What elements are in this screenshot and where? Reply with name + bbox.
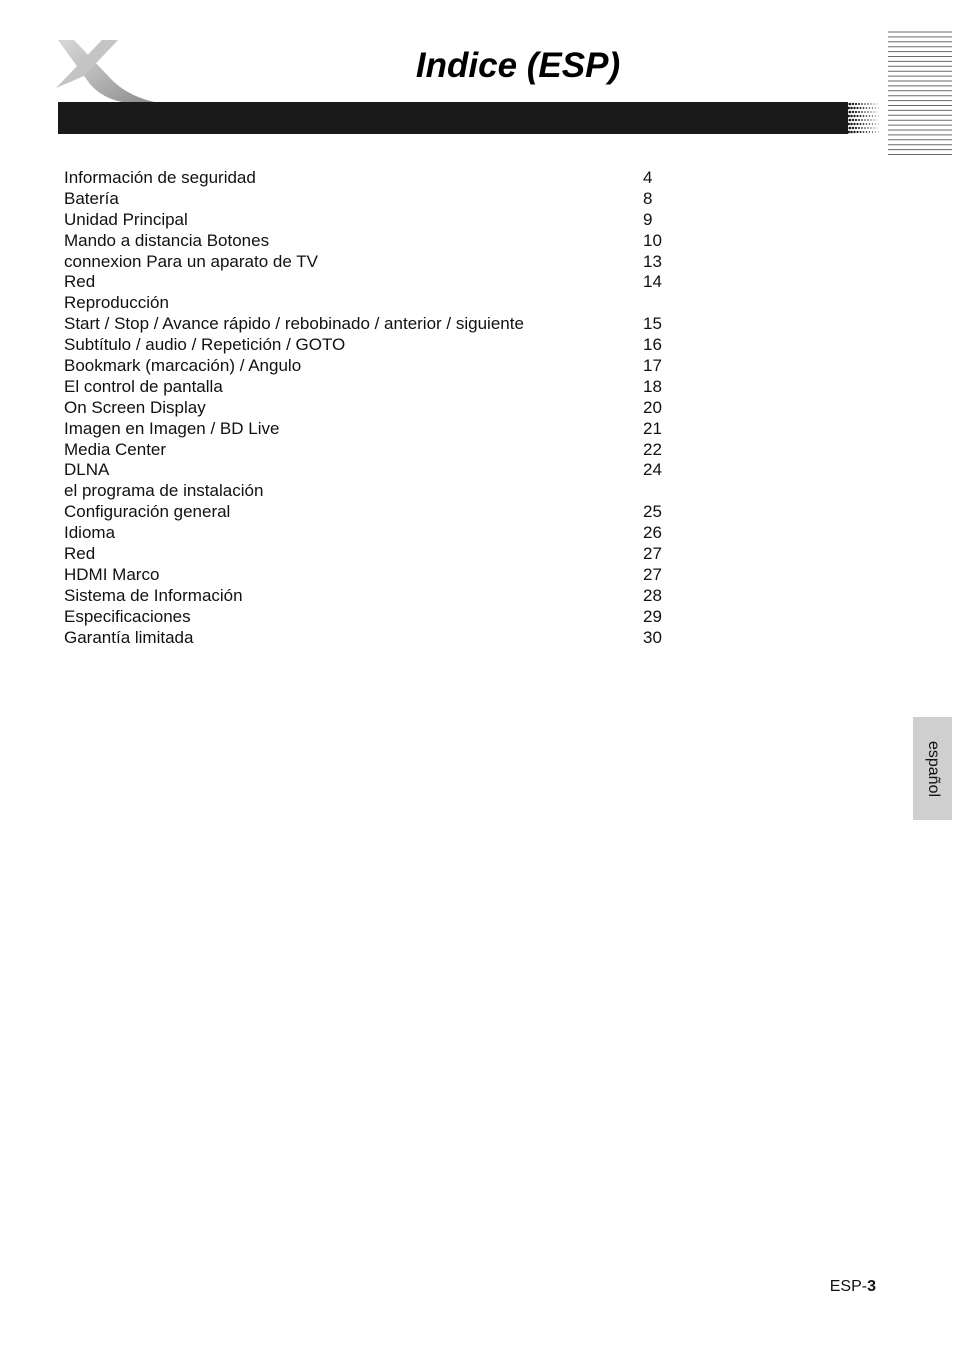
x-logo-icon: [52, 38, 156, 104]
corner-lines-decoration: [888, 30, 952, 160]
toc-entry-page: 10: [643, 230, 662, 250]
toc-entry-page: 25: [643, 502, 662, 522]
toc-entry: [64, 272, 684, 293]
toc-entry: [64, 607, 684, 628]
toc-entry: [64, 210, 684, 231]
toc-entry: [64, 460, 684, 481]
toc-entry-page: 4: [643, 168, 653, 187]
toc-entry-page: 20: [643, 397, 662, 417]
page-footer: [800, 1277, 876, 1297]
language-tab-label: español: [924, 740, 942, 797]
toc-entry: [64, 523, 684, 544]
toc-entry: [64, 502, 684, 523]
toc-entry-title: Reproducción: [64, 293, 169, 313]
toc-entry: [64, 168, 684, 189]
toc-entry-page: 9: [643, 209, 653, 229]
footer-page-number: 3: [867, 1278, 876, 1295]
toc-entry-title: El control de pantalla: [64, 376, 223, 396]
toc-entry-title: Garantía limitada: [64, 627, 194, 647]
toc-entry: [64, 356, 684, 377]
toc-entry-title: el programa de instalación: [64, 481, 264, 501]
toc-entry-title: Subtítulo / audio / Repetición / GOTO: [64, 335, 346, 355]
table-of-contents: [64, 168, 684, 648]
toc-entry-title: connexion Para un aparato de TV: [64, 251, 318, 271]
toc-entry: [64, 293, 684, 314]
toc-entry: [64, 481, 684, 502]
toc-entry: [64, 189, 684, 210]
toc-entry: [64, 252, 684, 273]
toc-entry-title: Red: [64, 544, 96, 564]
toc-entry-page: 15: [643, 314, 662, 334]
toc-entry-page: 29: [643, 606, 662, 626]
toc-entry-title: Unidad Principal: [64, 209, 188, 229]
toc-entry-page: 14: [643, 272, 662, 292]
toc-entry-title: Bookmark (marcación) / Angulo: [64, 356, 302, 376]
toc-entry-page: 24: [643, 460, 662, 480]
toc-entry-title: Mando a distancia Botones: [64, 230, 270, 250]
toc-entry: [64, 544, 684, 565]
toc-entry-title: DLNA: [64, 460, 110, 480]
toc-entry-title: Especificaciones: [64, 606, 191, 626]
toc-entry-page: 13: [643, 251, 662, 271]
toc-entry-title: Red: [64, 272, 96, 292]
toc-entry: [64, 231, 684, 252]
toc-entry-page: 21: [643, 418, 662, 438]
toc-entry-title: Idioma: [64, 523, 116, 543]
language-tab: [913, 717, 952, 820]
toc-entry: [64, 628, 684, 649]
toc-entry-title: Media Center: [64, 439, 167, 459]
toc-entry-title: Información de seguridad: [64, 168, 256, 187]
toc-entry-title: Imagen en Imagen / BD Live: [64, 418, 280, 438]
footer-prefix: ESP-: [829, 1278, 868, 1295]
page-title: Indice (ESP): [415, 46, 621, 85]
toc-entry: [64, 586, 684, 607]
toc-entry: [64, 335, 684, 356]
toc-entry-page: 27: [643, 564, 662, 584]
toc-entry-page: 17: [643, 356, 662, 376]
toc-entry: [64, 314, 684, 335]
toc-entry-page: 18: [643, 376, 662, 396]
toc-entry-page: 30: [643, 627, 662, 647]
toc-entry-page: 22: [643, 439, 662, 459]
toc-entry-page: 16: [643, 335, 662, 355]
header-bar: [58, 102, 880, 134]
toc-entry: [64, 565, 684, 586]
toc-entry: [64, 398, 684, 419]
toc-entry-page: 28: [643, 585, 662, 605]
toc-entry-page: 27: [643, 544, 662, 564]
toc-entry-page: 8: [643, 188, 653, 208]
toc-entry-page: 26: [643, 523, 662, 543]
toc-entry-title: Configuración general: [64, 502, 231, 522]
toc-entry: [64, 377, 684, 398]
toc-entry-title: Sistema de Información: [64, 585, 243, 605]
toc-entry-title: On Screen Display: [64, 397, 206, 417]
toc-entry-title: HDMI Marco: [64, 564, 160, 584]
toc-entry-title: Batería: [64, 188, 119, 208]
toc-entry: [64, 419, 684, 440]
toc-entry-title: Start / Stop / Avance rápido / rebobinado / anterior / siguiente: [64, 314, 524, 334]
toc-entry: [64, 440, 684, 461]
